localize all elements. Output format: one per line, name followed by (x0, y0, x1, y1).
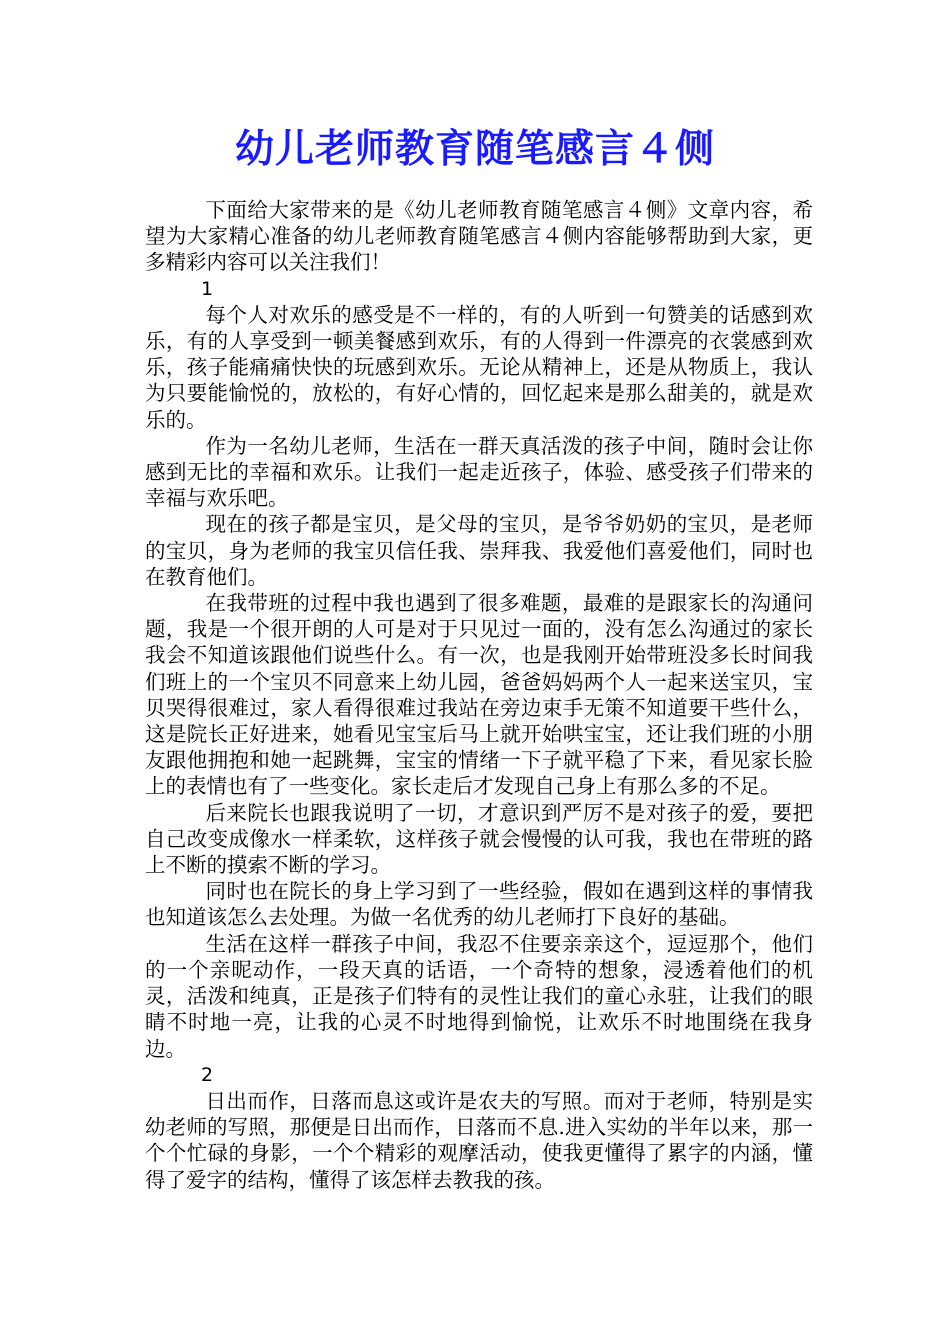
body-paragraph: 日出而作，日落而息这或许是农夫的写照。而对于老师，特别是实幼老师的写照，那便是日出而作，日落而不息.进入实幼的半年以来，那一个个忙碌的身影，一个个精彩的观摩活动，使我更懂得了累字的内涵，懂得了爱字的结构，懂得了该怎样去教我的孩。 (145, 1088, 813, 1192)
body-paragraph: 生活在这样一群孩子中间，我忍不住要亲亲这个，逗逗那个，他们的一个亲昵动作，一段天真的话语，一个奇特的想象，浸透着他们的机灵，活泼和纯真，正是孩子们特有的灵性让我们的童心永驻，让我们的眼睛不时地一亮，让我的心灵不时地得到愉悦，让欢乐不时地围绕在我身边。 (145, 931, 813, 1061)
document-body (145, 197, 813, 1193)
intro-paragraph: 下面给大家带来的是《幼儿老师教育随笔感言４侧》文章内容，希望为大家精心准备的幼儿老师教育随笔感言４侧内容能够帮助到大家，更多精彩内容可以关注我们！ (145, 198, 813, 275)
body-paragraph: 同时也在院长的身上学习到了一些经验，假如在遇到这样的事情我也知道该怎么去处理。为做一名优秀的幼儿老师打下良好的基础。 (145, 879, 813, 930)
document-title: 幼儿老师教育随笔感言４侧 (234, 126, 715, 172)
body-paragraph: 在我带班的过程中我也遇到了很多难题，最难的是跟家长的沟通问题，我是一个很开朗的人可是对于只见过一面的，没有怎么沟通过的家长我会不知道该跟他们说些什么。有一次，也是我刚开始带班没多长时间我们班上的一个宝贝不同意来上幼儿园，爸爸妈妈两个人一起来送宝贝，宝贝哭得很难过，家人看得很难过我站在旁边束手无策不知道要干些什么，这是院长正好进来，她看见宝宝后马上就开始哄宝宝，还让我们班的小朋友跟他拥抱和她一起跳舞，宝宝的情绪一下子就平稳了下来，看见家长脸上的表情也有了一些变化。家长走后才发现自己身上有那么多的不足。 (145, 591, 813, 799)
body-paragraph: 作为一名幼儿老师，生活在一群天真活泼的孩子中间，随时会让你感到无比的幸福和欢乐。让我们一起走近孩子，体验、感受孩子们带来的幸福与欢乐吧。 (145, 433, 813, 511)
body-paragraph: 现在的孩子都是宝贝，是父母的宝贝，是爷爷奶奶的宝贝，是老师的宝贝，身为老师的我宝贝信任我、崇拜我、我爱他们喜爱他们，同时也在教育他们。 (145, 512, 813, 589)
section-number: 2 (201, 1063, 214, 1086)
body-paragraph: 每个人对欢乐的感受是不一样的，有的人听到一句赞美的话感到欢乐，有的人享受到一顿美餐感到欢乐，有的人得到一件漂亮的衣裳感到欢乐，孩子能痛痛快快的玩感到欢乐。无论从精神上，还是从物质上，我认为只要能愉悦的，放松的，有好心情的，回忆起来是那么甜美的，就是欢乐的。 (145, 302, 813, 432)
body-paragraph: 后来院长也跟我说明了一切，才意识到严厉不是对孩子的爱，要把自己改变成像水一样柔软，这样孩子就会慢慢的认可我，我也在带班的路上不断的摸索不断的学习。 (145, 800, 813, 878)
section-number: 1 (201, 277, 214, 300)
